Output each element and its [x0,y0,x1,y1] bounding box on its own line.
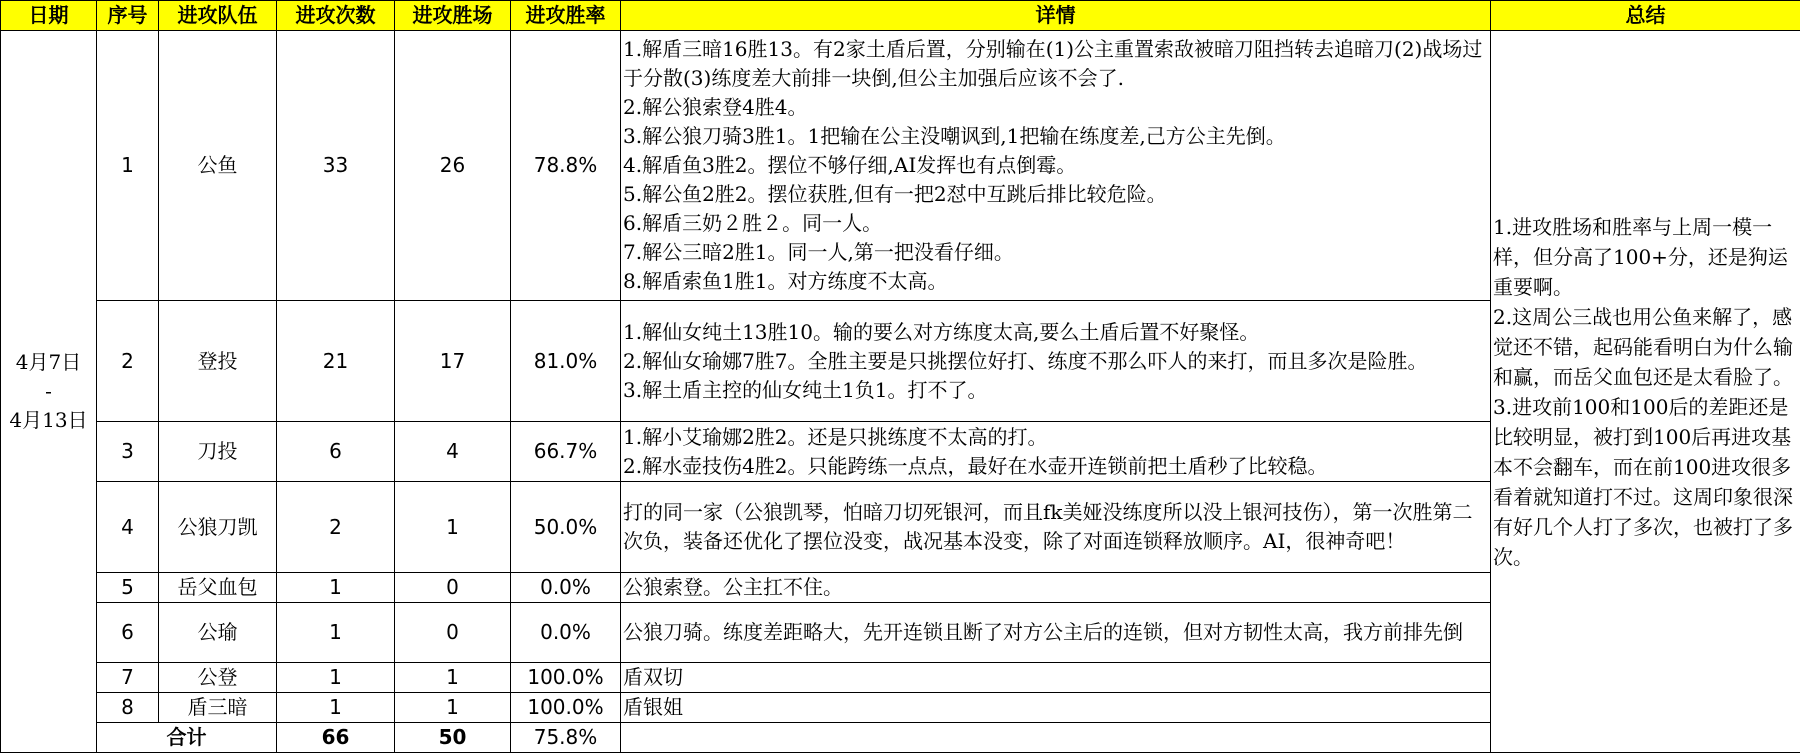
row-details: 1.解盾三暗16胜13。有2家土盾后置，分别输在(1)公主重置索敌被暗刀阻挡转去追暗刀(2)战场过于分散(3)练度差大前排一块倒,但公主加强后应该不会了. 2.解公狼索登4胜4。 3.解公狼刀骑3胜1。1把输在公主没嘲讽到,1把输在练度差,己方公主先倒。 4.解盾鱼3胜2。摆位不够仔细,AI发挥也有点倒霉。 5.解公鱼2胜2。摆位获胜,但有一把2怼中互跳后排比较危险。 6.解盾三奶２胜２。同一人。 7.解公三暗2胜1。同一人,第一把没看仔细。 8.解盾索鱼1胜1。对方练度不太高。 [621,31,1491,301]
row-wins: 4 [395,422,511,482]
row-rate: 78.8% [511,31,621,301]
row-wins: 1 [395,482,511,573]
row-details: 公狼刀骑。练度差距略大，先开连锁且断了对方公主后的连锁，但对方韧性太高，我方前排先倒 [621,603,1491,663]
row-wins: 26 [395,31,511,301]
header-summary: 总结 [1491,1,1800,31]
row-index: 7 [97,663,159,693]
row-rate: 50.0% [511,482,621,573]
row-details: 1.解仙女纯土13胜10。输的要么对方练度太高,要么土盾后置不好聚怪。 2.解仙女瑜娜7胜7。全胜主要是只挑摆位好打、练度不那么吓人的来打，而且多次是险胜。 3.解土盾主控的仙女纯土1负1。打不了。 [621,301,1491,422]
row-attempts: 1 [277,693,395,723]
row-attempts: 1 [277,573,395,603]
header-index: 序号 [97,1,159,31]
total-rate: 75.8% [511,723,621,753]
row-index: 1 [97,31,159,301]
row-rate: 81.0% [511,301,621,422]
header-attempts: 进攻次数 [277,1,395,31]
row-team: 公登 [159,663,277,693]
row-attempts: 2 [277,482,395,573]
row-team: 登投 [159,301,277,422]
header-rate: 进攻胜率 [511,1,621,31]
row-rate: 0.0% [511,573,621,603]
row-rate: 0.0% [511,603,621,663]
row-team: 岳父血包 [159,573,277,603]
row-attempts: 21 [277,301,395,422]
header-details: 详情 [621,1,1491,31]
row-wins: 17 [395,301,511,422]
total-label: 合计 [97,723,277,753]
total-wins: 50 [395,723,511,753]
row-team: 公瑜 [159,603,277,663]
summary-cell: 1.进攻胜场和胜率与上周一模一样，但分高了100+分，还是狗运重要啊。 2.这周公三战也用公鱼来解了，感觉还不错，起码能看明白为什么输和赢，而岳父血包还是太看脸了。 3.进攻前100和100后的差距还是比较明显，被打到100后再进攻基本不会翻车，而在前100进攻很多看着就知道打不过。这周印象很深有好几个人打了多次，也被打了多次。 [1491,31,1800,753]
row-team: 公狼刀凯 [159,482,277,573]
row-attempts: 6 [277,422,395,482]
header-date: 日期 [1,1,97,31]
row-details: 公狼索登。公主扛不住。 [621,573,1491,603]
row-details: 盾双切 [621,663,1491,693]
row-wins: 1 [395,663,511,693]
table-row [1,31,1800,301]
header-wins: 进攻胜场 [395,1,511,31]
row-wins: 1 [395,693,511,723]
row-details: 盾银姐 [621,693,1491,723]
row-index: 8 [97,693,159,723]
total-details [621,723,1491,753]
row-attempts: 1 [277,663,395,693]
row-details: 打的同一家（公狼凯琴，怕暗刀切死银河，而且fk美娅没练度所以没上银河技伤），第一次胜第二次负，装备还优化了摆位没变，战况基本没变，除了对面连锁释放顺序。AI，很神奇吧！ [621,482,1491,573]
row-details: 1.解小艾瑜娜2胜2。还是只挑练度不太高的打。 2.解水壶技伤4胜2。只能跨练一点点，最好在水壶开连锁前把土盾秒了比较稳。 [621,422,1491,482]
row-index: 4 [97,482,159,573]
row-index: 2 [97,301,159,422]
header-team: 进攻队伍 [159,1,277,31]
row-index: 5 [97,573,159,603]
date-range-cell: 4月7日 - 4月13日 [1,31,97,753]
row-attempts: 1 [277,603,395,663]
header-row [1,1,1800,31]
row-team: 刀投 [159,422,277,482]
row-wins: 0 [395,573,511,603]
row-rate: 100.0% [511,693,621,723]
row-rate: 66.7% [511,422,621,482]
row-index: 6 [97,603,159,663]
row-wins: 0 [395,603,511,663]
row-attempts: 33 [277,31,395,301]
row-team: 公鱼 [159,31,277,301]
row-rate: 100.0% [511,663,621,693]
row-index: 3 [97,422,159,482]
total-attempts: 66 [277,723,395,753]
row-team: 盾三暗 [159,693,277,723]
